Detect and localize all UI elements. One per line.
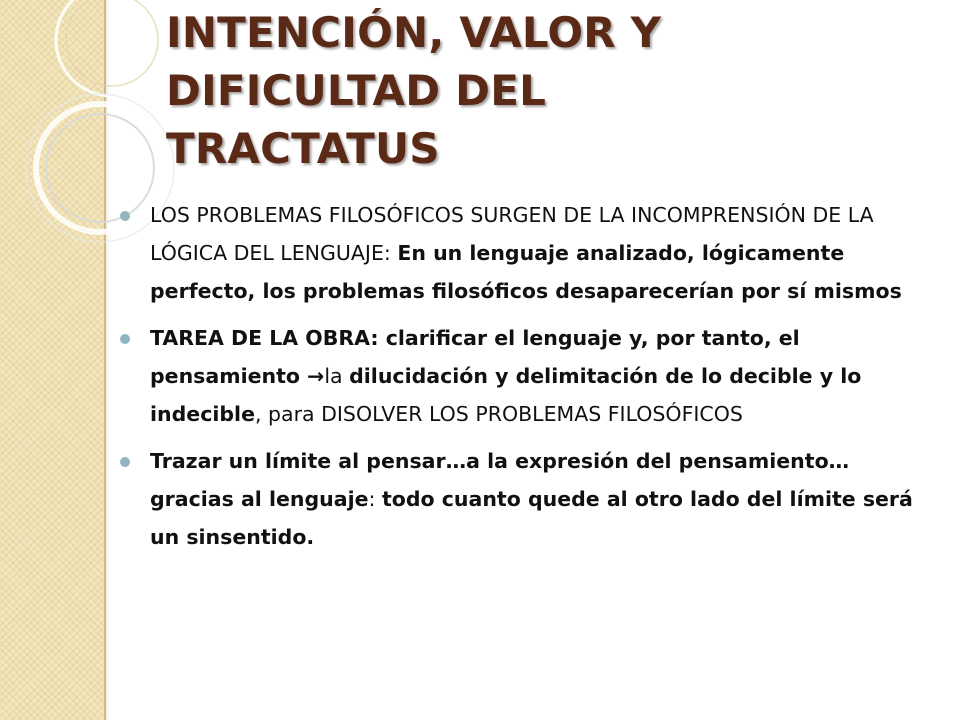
title-line: DIFICULTAD DEL: [166, 66, 547, 115]
bullet-list: [118, 196, 930, 565]
bullet-icon: [120, 457, 130, 467]
bullet-icon: [120, 211, 130, 221]
bullet-text-bold: todo cuanto quede al otro lado del límite será un sinsentido.: [150, 487, 913, 549]
title-line: INTENCIÓN, VALOR Y: [166, 8, 662, 57]
bullet-text-bold: Trazar un límite al pensar…a la expresión del pensamiento… gracias al lenguaje: [150, 449, 850, 511]
bullet-item: [118, 319, 930, 433]
bullet-text-bold: En un lenguaje analizado, lógicamente perfecto, los problemas filosóficos desaparecerían por sí mismos: [150, 241, 902, 303]
bullet-item: [118, 196, 930, 310]
title-line: TRACTATUS: [166, 124, 440, 173]
bullet-item: [118, 442, 930, 556]
bullet-text-bold: TAREA DE LA OBRA: clarificar el lenguaje y, por tanto, el pensamiento: [150, 326, 800, 388]
bullet-text-bold: dilucidación y delimitación de lo decible y lo indecible: [150, 364, 862, 426]
arrow-right-icon: →: [307, 364, 325, 388]
bullet-text: , para DISOLVER LOS PROBLEMAS FILOSÓFICOS: [254, 402, 743, 426]
bullet-icon: [120, 334, 130, 344]
slide-title: [166, 4, 926, 178]
bullet-text: LOS PROBLEMAS FILOSÓFICOS SURGEN DE LA INCOMPRENSIÓN DE LA LÓGICA DEL LENGUAJE:: [150, 203, 874, 265]
bullet-text: la: [324, 364, 350, 388]
bullet-text: :: [368, 487, 382, 511]
